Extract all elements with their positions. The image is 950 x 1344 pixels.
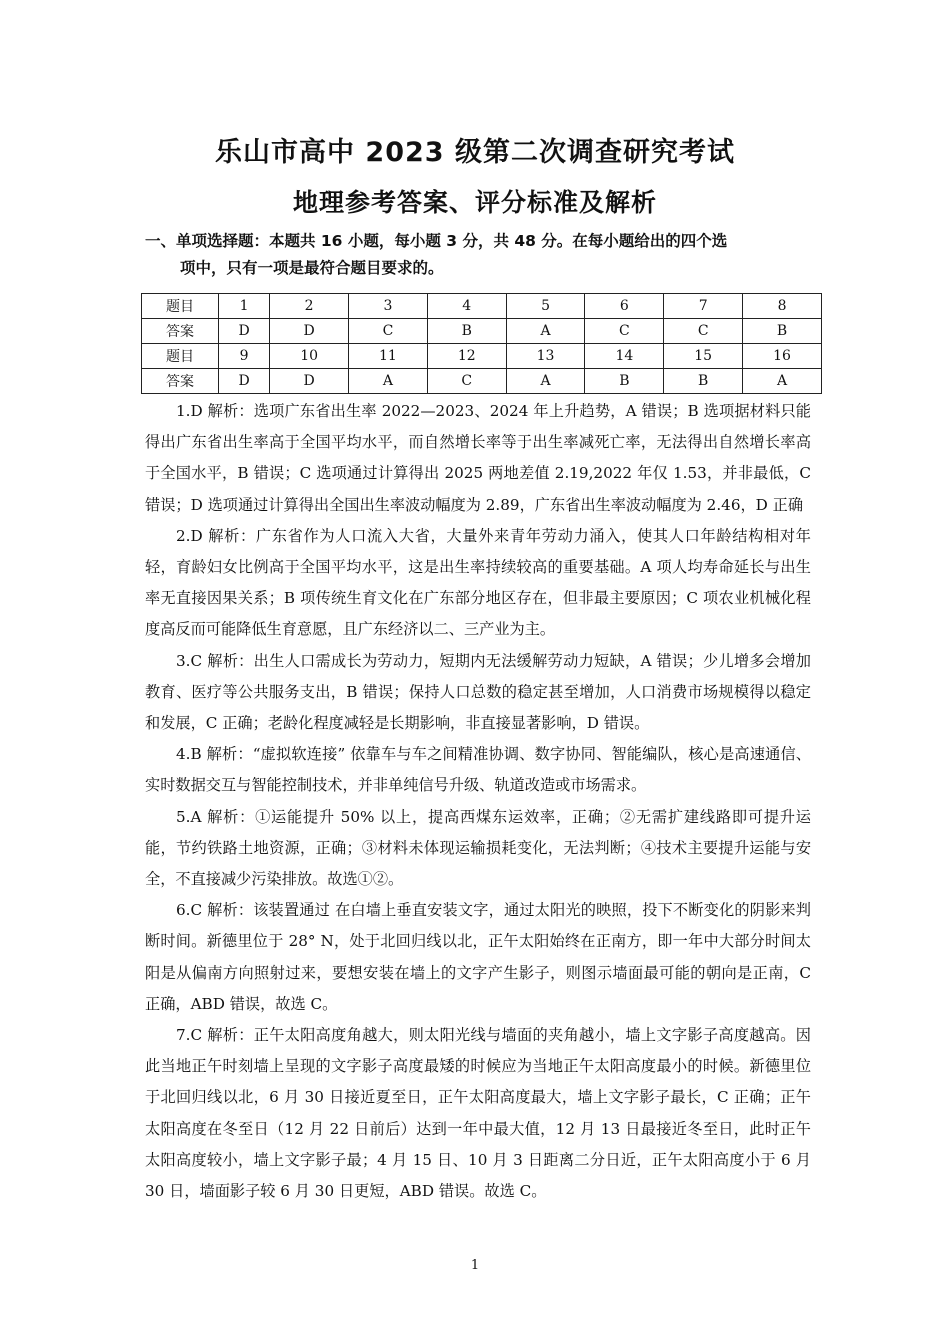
table-cell: 8	[743, 294, 822, 319]
explanation-4: 4.B 解析：“虚拟软连接” 依靠车与车之间精准协调、数字协同、智能编队，核心是高速通信、实时数据交互与智能控制技术，并非单纯信号升级、轨道改造或市场需求。	[145, 745, 811, 795]
table-row-header: 答案	[142, 369, 219, 394]
table-cell: C	[664, 319, 743, 344]
answer-table	[141, 293, 822, 394]
explanation-6: 6.C 解析：该装置通过 在白墙上垂直安装文字，通过太阳光的映照，投下不断变化的阴影来判断时间。新德里位于 28° N，处于北回归线以北，正午太阳始终在正南方，即一年中大部分时间太阳是从偏南方向照射过来，要想安装在墙上的文字产生影子，则图示墙面最可能的朝向是正南，C 正确，ABD 错误，故选 C。	[145, 901, 811, 1013]
table-cell: A	[506, 319, 585, 344]
page-number: 1	[470, 1258, 480, 1273]
explanation-2: 2.D 解析：广东省作为人口流入大省，大量外来青年劳动力涌入，使其人口年龄结构相对年轻，育龄妇女比例高于全国平均水平，这是出生率持续较高的重要基础。A 项人均寿命延长与出生率无直接因果关系；B 项传统生育文化在广东部分地区存在，但非最主要原因；C 项农业机械化程度高反而可能降低生育意愿，且广东经济以二、三产业为主。	[145, 526, 811, 639]
table-row-header: 题目	[142, 294, 219, 319]
table-cell: D	[270, 369, 349, 394]
table-cell: 2	[270, 294, 349, 319]
table-cell: D	[219, 319, 270, 344]
explanation-1: 1.D 解析：选项广东省出生率 2022—2023、2024 年上升趋势，A 错误；B 选项据材料只能得出广东省出生率高于全国平均水平，而自然增长率等于出生率减死亡率，无法得出自然增长率高于全国水平，B 错误；C 选项通过计算得出 2025 两地差值 2.19,2022 年仅 1.53，并非最低，C 错误；D 选项通过计算得出全国出生率波动幅度为 2.89，广东省出生率波动幅度为 2.46，D 正确	[145, 402, 811, 514]
table-cell: 16	[743, 344, 822, 369]
table-cell: 6	[585, 294, 664, 319]
table-cell: 7	[664, 294, 743, 319]
table-row	[142, 369, 822, 394]
table-row	[142, 344, 822, 369]
table-cell: 14	[585, 344, 664, 369]
table-cell: 13	[506, 344, 585, 369]
table-row-header: 答案	[142, 319, 219, 344]
table-row	[142, 319, 822, 344]
table-cell: B	[664, 369, 743, 394]
explanation-3: 3.C 解析：出生人口需成长为劳动力，短期内无法缓解劳动力短缺，A 错误；少儿增多会增加教育、医疗等公共服务支出，B 错误；保持人口总数的稳定甚至增加，人口消费市场规模得以稳定和发展，C 正确；老龄化程度减轻是长期影响，非直接显著影响，D 错误。	[145, 651, 811, 733]
table-row-header: 题目	[142, 344, 219, 369]
table-cell: C	[427, 369, 506, 394]
table-row	[142, 294, 822, 319]
table-cell: 4	[427, 294, 506, 319]
explanation-7: 7.C 解析：正午太阳高度角越大，则太阳光线与墙面的夹角越小，墙上文字影子高度越高。因此当地正午时刻墙上呈现的文字影子高度最矮的时候应为当地正午太阳高度最小的时候。新德里位于北回归线以北，6 月 30 日接近夏至日，正午太阳高度最大，墙上文字影子最长，C 正确；正午太阳高度在冬至日（12 月 22 日前后）达到一年中最大值，12 月 13 日最接近冬至日，此时正午太阳高度较小，墙上文字影子最；4 月 15 日、10 月 3 日距离二分日近，正午太阳高度小于 6 月 30 日，墙面影子较 6 月 30 日更短，ABD 错误。故选 C。	[145, 1026, 811, 1201]
document-subtitle: 地理参考答案、评分标准及解析	[292, 188, 657, 217]
explanations	[145, 396, 811, 1207]
table-cell: D	[270, 319, 349, 344]
section-heading-line2: 项中，只有一项是最符合题目要求的。	[180, 259, 444, 277]
explanation-5: 5.A 解析：①运能提升 50% 以上，提高西煤东运效率，正确；②无需扩建线路即可提升运能，节约铁路土地资源，正确；③材料未体现运输损耗变化，无法判断；④技术主要提升运能与安全，不直接减少污染排放。故选①②。	[145, 807, 811, 889]
table-cell: 1	[219, 294, 270, 319]
exam-title: 乐山市高中 2023 级第二次调查研究考试	[215, 137, 735, 168]
table-cell: 3	[349, 294, 428, 319]
table-cell: C	[349, 319, 428, 344]
table-cell: B	[427, 319, 506, 344]
table-cell: A	[506, 369, 585, 394]
table-cell: C	[585, 319, 664, 344]
table-cell: A	[349, 369, 428, 394]
table-cell: A	[743, 369, 822, 394]
table-cell: 9	[219, 344, 270, 369]
table-cell: 11	[349, 344, 428, 369]
table-cell: B	[585, 369, 664, 394]
section-heading	[145, 228, 815, 282]
section-heading-line1: 一、单项选择题：本题共 16 小题，每小题 3 分，共 48 分。在每小题给出的四个选	[145, 232, 728, 250]
table-cell: B	[743, 319, 822, 344]
table-cell: 10	[270, 344, 349, 369]
table-cell: 5	[506, 294, 585, 319]
table-cell: 12	[427, 344, 506, 369]
table-cell: 15	[664, 344, 743, 369]
table-cell: D	[219, 369, 270, 394]
